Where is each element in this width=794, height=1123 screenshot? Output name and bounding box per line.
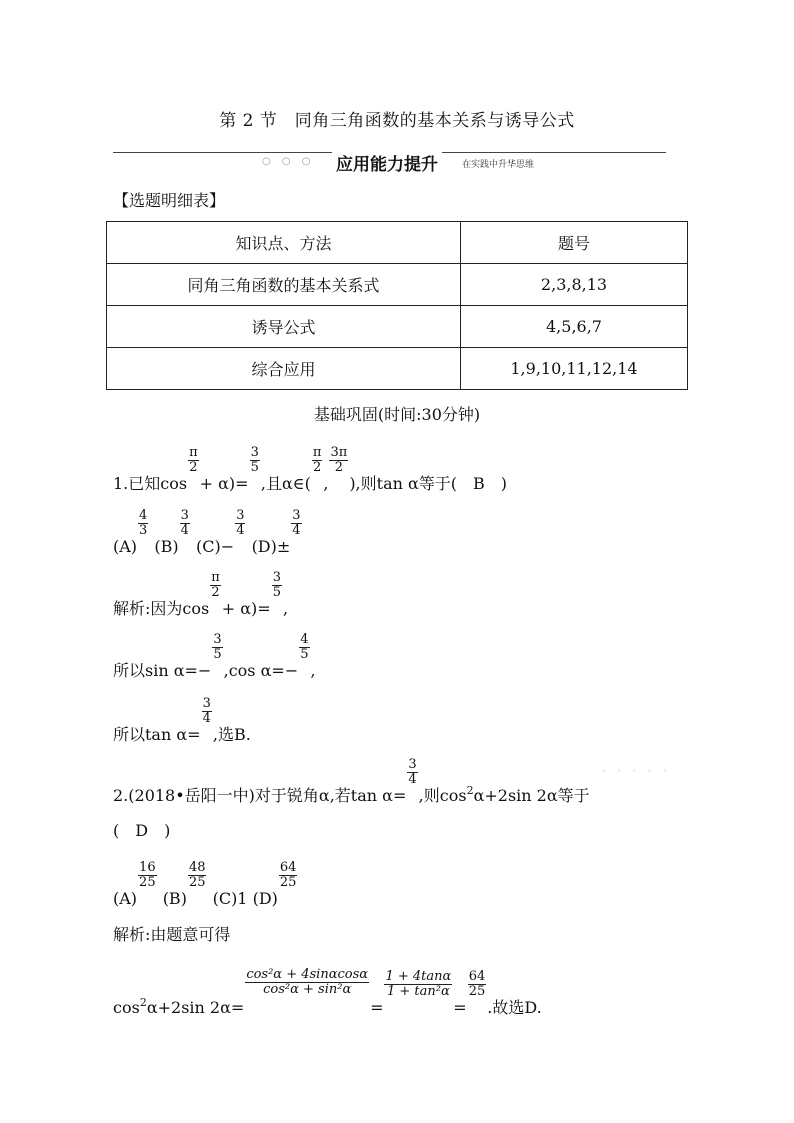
table-cell: 同角三角函数的基本关系式 (107, 264, 461, 306)
question-2-options (113, 860, 298, 908)
fraction (138, 509, 148, 538)
fraction (138, 861, 157, 890)
selection-table (106, 221, 688, 390)
superscript: 2 (466, 784, 474, 797)
selection-table-caption: 【选题明细表】 (113, 191, 226, 210)
fraction (235, 509, 245, 538)
denominator: 25 (468, 984, 486, 999)
comma: , (323, 474, 329, 493)
fraction (312, 446, 323, 475)
solution-1-line-1 (113, 570, 289, 619)
solution-text: + α) (221, 599, 258, 618)
numerator: 64 (468, 969, 486, 984)
denominator: 3 (139, 523, 148, 538)
solution-text: 所以sin α=− (113, 661, 212, 680)
numerator: π (189, 445, 198, 460)
option-c: (C)1 (212, 889, 248, 908)
option-d: (D) (252, 889, 278, 908)
fraction (291, 509, 301, 538)
option-b: (B) (162, 889, 187, 908)
q2-text: ,则cos (418, 786, 467, 805)
option-a: (A) (113, 889, 138, 908)
decorative-dots: ○ ○ ○ (262, 156, 315, 167)
solution-text: ,cos α=− (223, 661, 299, 680)
equals: = (453, 998, 467, 1017)
solution-text: cos (113, 998, 140, 1017)
table-cell: 综合应用 (107, 348, 461, 390)
table-header-cell: 题号 (461, 222, 688, 264)
table-header-row (107, 222, 688, 264)
solution-text: .故选D. (487, 998, 542, 1017)
numerator: 3 (202, 696, 211, 711)
numerator: 48 (188, 860, 206, 875)
denominator: 4 (408, 772, 417, 787)
solution-text: ,选B. (212, 725, 251, 744)
superscript: 2 (139, 996, 147, 1009)
table-cell: 4,5,6,7 (461, 306, 688, 348)
solution-1-line-2 (113, 632, 316, 681)
numerator: 3 (236, 508, 245, 523)
denominator: 5 (300, 647, 309, 662)
table-cell: 2,3,8,13 (461, 264, 688, 306)
numerator: cos²α + 4sinαcosα (246, 967, 369, 982)
table-cell: 1,9,10,11,12,14 (461, 348, 688, 390)
q1-text: ,且α∈( (260, 474, 311, 493)
solution-text: 所以tan α= (113, 725, 201, 744)
numerator: 4 (139, 508, 148, 523)
denominator: 25 (188, 875, 206, 890)
table-header-cell: 知识点、方法 (107, 222, 461, 264)
equals: = (370, 998, 384, 1017)
numerator: 3 (292, 508, 301, 523)
question-2-stem (113, 757, 590, 806)
q1-text: ),则tan α等于( B ) (349, 474, 508, 493)
numerator: 3 (272, 570, 281, 585)
denominator: 2 (312, 460, 322, 475)
fraction (188, 446, 199, 475)
table-row (107, 264, 688, 306)
option-d: (D)± (251, 537, 291, 556)
denominator: 5 (272, 585, 281, 600)
numerator: 4 (300, 632, 309, 647)
numerator: 3π (330, 445, 348, 460)
numerator: 16 (139, 860, 156, 875)
denominator: 25 (139, 875, 156, 890)
fraction (245, 968, 369, 997)
question-2-answer: ( D ) (113, 821, 171, 840)
numerator: 64 (279, 860, 297, 875)
solution-text: α+2sin 2α= (146, 998, 245, 1017)
denominator: 2 (211, 585, 220, 600)
option-a: (A) (113, 537, 138, 556)
fraction (202, 697, 212, 726)
denominator: 1 + tan²α (387, 984, 450, 999)
q2-text: 2.(2018•岳阳一中)对于锐角α,若tan α= (113, 786, 407, 805)
denominator: 4 (202, 711, 211, 726)
table-cell: 诱导公式 (107, 306, 461, 348)
comma: , (310, 661, 316, 680)
solution-2-intro: 解析:由题意可得 (113, 925, 231, 944)
numerator: π (312, 445, 322, 460)
watermark: · · · · · (600, 757, 669, 785)
numerator: 3 (213, 632, 222, 647)
page-title: 第 2 节 同角三角函数的基本关系与诱导公式 (219, 111, 575, 131)
fraction (212, 633, 222, 662)
denominator: 4 (292, 523, 301, 538)
numerator: 1 + 4tanα (385, 969, 452, 984)
section-banner: 应用能力提升 (332, 150, 442, 175)
fraction (299, 633, 309, 662)
fraction (407, 758, 417, 787)
fraction (210, 571, 221, 600)
fraction (329, 446, 348, 475)
numerator: 3 (180, 508, 189, 523)
fraction (384, 970, 452, 999)
q1-text: + α) (199, 474, 236, 493)
denominator: 4 (180, 523, 189, 538)
denominator: 2 (189, 460, 198, 475)
fraction (272, 571, 282, 600)
section-banner-subtitle: 在实践中升华思维 (462, 160, 535, 170)
comma: , (282, 599, 289, 618)
table-row (107, 306, 688, 348)
fraction (188, 861, 207, 890)
option-c: (C)− (196, 537, 235, 556)
fraction (279, 861, 298, 890)
option-b: (B) (154, 537, 179, 556)
denominator: 5 (213, 647, 222, 662)
equals: = (257, 599, 271, 618)
denominator: 25 (279, 875, 297, 890)
numerator: 3 (250, 445, 259, 460)
subheading: 基础巩固(时间:30分钟) (313, 405, 481, 424)
denominator: 5 (250, 460, 259, 475)
question-1-options (113, 508, 303, 556)
solution-1-line-3 (113, 696, 251, 745)
fraction (468, 970, 487, 999)
equals: = (235, 474, 249, 493)
table-row (107, 348, 688, 390)
denominator: 2 (334, 460, 344, 475)
solution-text: 解析:因为cos (113, 599, 210, 618)
numerator: 3 (408, 757, 417, 772)
denominator: cos²α + sin²α (263, 982, 352, 997)
fraction (180, 509, 190, 538)
numerator: π (211, 570, 220, 585)
q1-text: 1.已知cos (113, 474, 188, 493)
q2-text: α+2sin 2α等于 (473, 786, 590, 805)
fraction (250, 446, 260, 475)
denominator: 4 (236, 523, 245, 538)
